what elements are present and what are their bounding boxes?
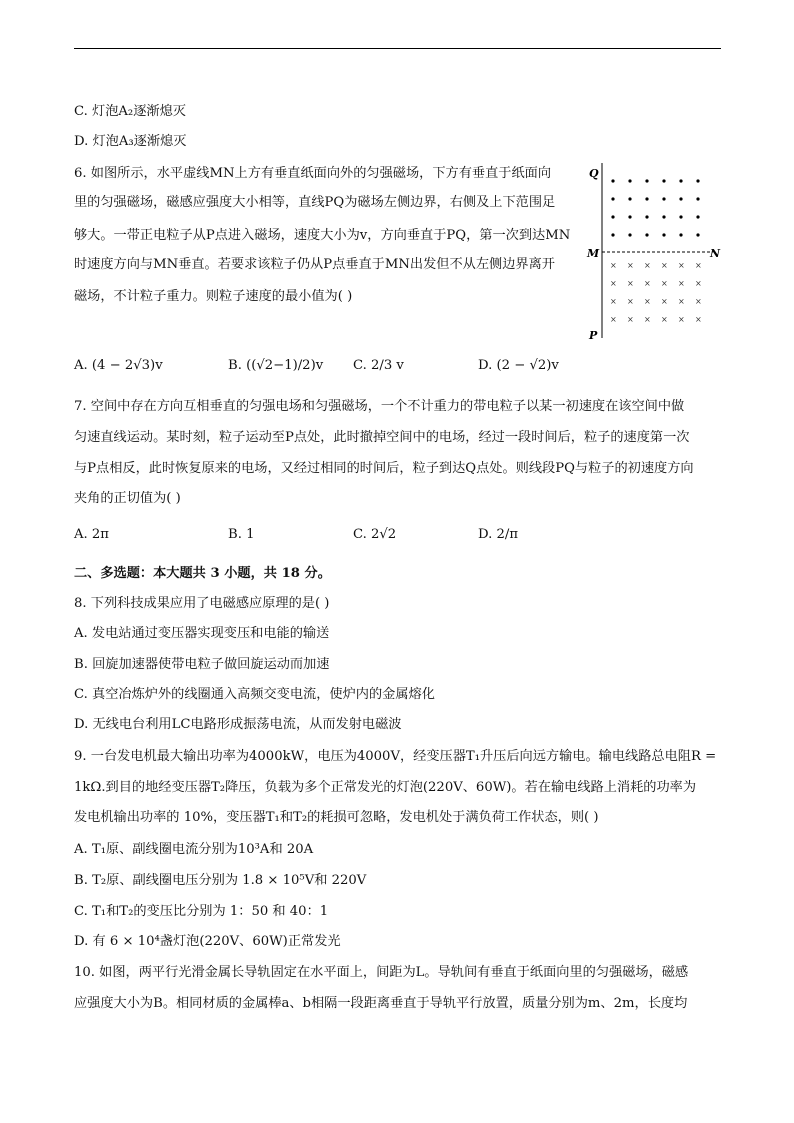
header-rule [74, 48, 721, 49]
field-out-dot [662, 233, 665, 236]
q8-option-c: C. 真空冶炼炉外的线圈通入高频交变电流，使炉内的金属熔化 [74, 687, 435, 702]
q9-line-3: 发电机输出功率的 10%，变压器T₁和T₂的耗损可忽略，发电机处于满负荷工作状态，则( ) [74, 810, 599, 825]
field-out-dot [628, 197, 631, 200]
field-in-cross: × [661, 297, 668, 306]
q6-line-1: 6. 如图所示，水平虚线MN上方有垂直纸面向外的匀强磁场，下方有垂直于纸面向 [74, 166, 552, 181]
field-in-cross: × [661, 315, 668, 324]
field-in-cross: × [678, 279, 685, 288]
q6-option-a: A. (4 − 2√3)v [74, 358, 163, 373]
field-out-dot [628, 179, 631, 182]
field-in-cross: × [610, 297, 617, 306]
field-out-dot [696, 179, 699, 182]
field-in-cross: × [661, 279, 668, 288]
field-out-dot [679, 179, 682, 182]
field-in-cross: × [695, 261, 702, 270]
field-in-cross: × [695, 315, 702, 324]
q9-option-b: B. T₂原、副线圈电压分别为 1.8 × 10⁵V和 220V [74, 873, 367, 888]
field-out-dot [679, 197, 682, 200]
field-out-dot [628, 233, 631, 236]
q6-option-b: B. ((√2−1)/2)v [228, 358, 324, 373]
field-in-cross: × [610, 261, 617, 270]
label-m: M [587, 247, 600, 260]
field-out-dot [679, 233, 682, 236]
field-in-cross: × [610, 315, 617, 324]
q9-option-d: D. 有 6 × 10⁴盏灯泡(220V、60W)正常发光 [74, 934, 341, 949]
field-out-dot [696, 197, 699, 200]
q6-line-3: 够大。一带正电粒子从P点进入磁场，速度大小为v，方向垂直于PQ，第一次到达MN [74, 228, 571, 243]
field-in-cross: × [678, 261, 685, 270]
field-out-dot [611, 179, 614, 182]
q9-option-a: A. T₁原、副线圈电流分别为10³A和 20A [74, 842, 314, 857]
q8-option-b: B. 回旋加速器使带电粒子做回旋运动而加速 [74, 657, 330, 672]
q9-line-2: 1kΩ.到目的地经变压器T₂降压，负载为多个正常发光的灯泡(220V、60W)。若在输电线路上消耗的功率为 [74, 780, 697, 795]
field-out-dot [645, 233, 648, 236]
q9-option-c: C. T₁和T₂的变压比分别为 1：50 和 40：1 [74, 904, 329, 919]
field-in-cross: × [644, 297, 651, 306]
q6-line-4: 时速度方向与MN垂直。若要求该粒子仍从P点垂直于MN出发但不从左侧边界离开 [74, 257, 555, 272]
q8-option-d: D. 无线电台利用LC电路形成振荡电流，从而发射电磁波 [74, 717, 402, 732]
field-in-cross: × [644, 261, 651, 270]
q6-line-5: 磁场，不计粒子重力。则粒子速度的最小值为( ) [74, 289, 353, 304]
q6-option-c: C. 2/3 v [353, 358, 404, 373]
q7-line-1: 7. 空间中存在方向互相垂直的匀强电场和匀强磁场，一个不计重力的带电粒子以某一初速度在该空间中做 [74, 399, 685, 414]
magnetic-field-figure [585, 163, 725, 343]
field-in-cross: × [661, 261, 668, 270]
field-in-cross: × [610, 279, 617, 288]
field-out-dot [662, 215, 665, 218]
q7-option-a: A. 2π [74, 527, 109, 542]
field-out-dot [645, 197, 648, 200]
field-in-cross: × [627, 279, 634, 288]
field-in-cross: × [627, 315, 634, 324]
field-in-cross: × [695, 297, 702, 306]
field-out-dot [679, 215, 682, 218]
q7-line-4: 夹角的正切值为( ) [74, 491, 181, 506]
field-out-dot [645, 179, 648, 182]
q7-line-3: 与P点相反，此时恢复原来的电场，又经过相同的时间后，粒子到达Q点处。则线段PQ与粒子的初速度方向 [74, 461, 694, 476]
field-in-cross: × [678, 315, 685, 324]
section-heading-multiple-choice: 二、多选题：本大题共 3 小题，共 18 分。 [74, 566, 331, 581]
field-in-cross: × [644, 279, 651, 288]
q7-option-b: B. 1 [228, 527, 255, 542]
field-in-cross: × [678, 297, 685, 306]
q7-option-c: C. 2√2 [353, 527, 397, 542]
q8-option-a: A. 发电站通过变压器实现变压和电能的输送 [74, 626, 330, 641]
field-out-dot [645, 215, 648, 218]
q8-line-1: 8. 下列科技成果应用了电磁感应原理的是( ) [74, 596, 330, 611]
field-out-dot [662, 179, 665, 182]
q10-line-2: 应强度大小为B。相同材质的金属棒a、b相隔一段距离垂直于导轨平行放置，质量分别为m、2m，长度均 [74, 996, 688, 1011]
q7-line-2: 匀速直线运动。某时刻，粒子运动至P点处，此时撤掉空间中的电场，经过一段时间后，粒子的速度第一次 [74, 430, 690, 445]
q6-option-d: D. (2 − √2)v [478, 358, 559, 373]
field-in-cross: × [644, 315, 651, 324]
label-n: N [710, 247, 721, 260]
field-out-dot [611, 197, 614, 200]
q9-line-1: 9. 一台发电机最大输出功率为4000kW，电压为4000V，经变压器T₁升压后向远方输电。输电线路总电阻R = [74, 749, 717, 764]
field-out-dot [696, 233, 699, 236]
upper-field-dots [611, 179, 699, 236]
field-in-cross: × [627, 297, 634, 306]
field-in-cross: × [627, 261, 634, 270]
lower-field-crosses [610, 261, 702, 324]
q7-option-d: D. 2/π [478, 527, 518, 542]
q6-line-2: 里的匀强磁场，磁感应强度大小相等，直线PQ为磁场左侧边界，右侧及上下范围足 [74, 195, 556, 210]
field-out-dot [611, 215, 614, 218]
q5-option-c: C. 灯泡A₂逐渐熄灭 [74, 104, 186, 119]
field-out-dot [696, 215, 699, 218]
field-out-dot [662, 197, 665, 200]
label-p: P [589, 329, 598, 342]
q5-option-d: D. 灯泡A₃逐渐熄灭 [74, 134, 187, 149]
label-q: Q [589, 167, 599, 180]
field-in-cross: × [695, 279, 702, 288]
q10-line-1: 10. 如图，两平行光滑金属长导轨固定在水平面上，间距为L。导轨间有垂直于纸面向里的匀强磁场，磁感 [74, 965, 689, 980]
field-out-dot [628, 215, 631, 218]
field-out-dot [611, 233, 614, 236]
